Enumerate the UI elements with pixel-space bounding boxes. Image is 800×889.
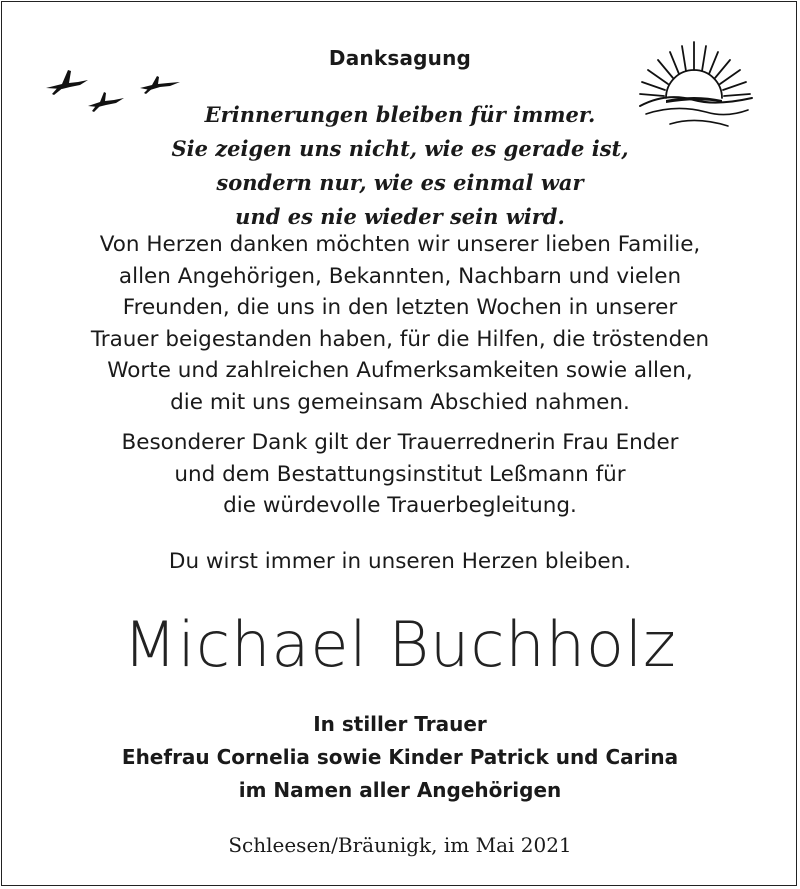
text-line: die mit uns gemeinsam Abschied nahmen. [170, 389, 630, 415]
notice-title: Danksagung [328, 46, 472, 70]
text-line: Besonderer Dank gilt der Trauerrednerin Frau Ender [121, 430, 679, 455]
mourners-block [0, 708, 800, 807]
deceased-name: Michael Buchholz [123, 608, 677, 681]
mourners-line: In stiller Trauer [313, 712, 487, 736]
text-line: Worte und zahlreichen Aufmerksamkeiten sowie allen, [107, 358, 693, 384]
text-line: Freunden, die uns in den letzten Wochen in unserer [122, 295, 678, 321]
text-line: allen Angehörigen, Bekannten, Nachbarn und vielen [118, 263, 682, 289]
poem-line: und es nie wieder sein wird. [235, 204, 565, 229]
special-thanks-paragraph [0, 427, 800, 522]
thanks-paragraph [0, 229, 800, 419]
closing-line: Du wirst immer in unseren Herzen bleiben. [168, 549, 632, 574]
text-line: Von Herzen danken möchten wir unserer lieben Familie, [99, 232, 701, 257]
poem-line: Erinnerungen bleiben für immer. [204, 102, 596, 127]
text-line: und dem Bestattungsinstitut Leßmann für [174, 461, 626, 487]
poem-line: sondern nur, wie es einmal war [216, 170, 584, 195]
poem-verse [0, 98, 800, 234]
text-line: die würdevolle Trauerbegleitung. [223, 493, 577, 519]
mourners-line: Ehefrau Cornelia sowie Kinder Patrick und Carina [121, 745, 679, 769]
text-line: Trauer beigestanden haben, für die Hilfen, die tröstenden [90, 326, 710, 352]
poem-line: Sie zeigen uns nicht, wie es gerade ist, [171, 136, 629, 161]
place-date: Schleesen/Bräunigk, im Mai 2021 [228, 833, 572, 857]
mourners-line: im Namen aller Angehörigen [238, 778, 562, 802]
